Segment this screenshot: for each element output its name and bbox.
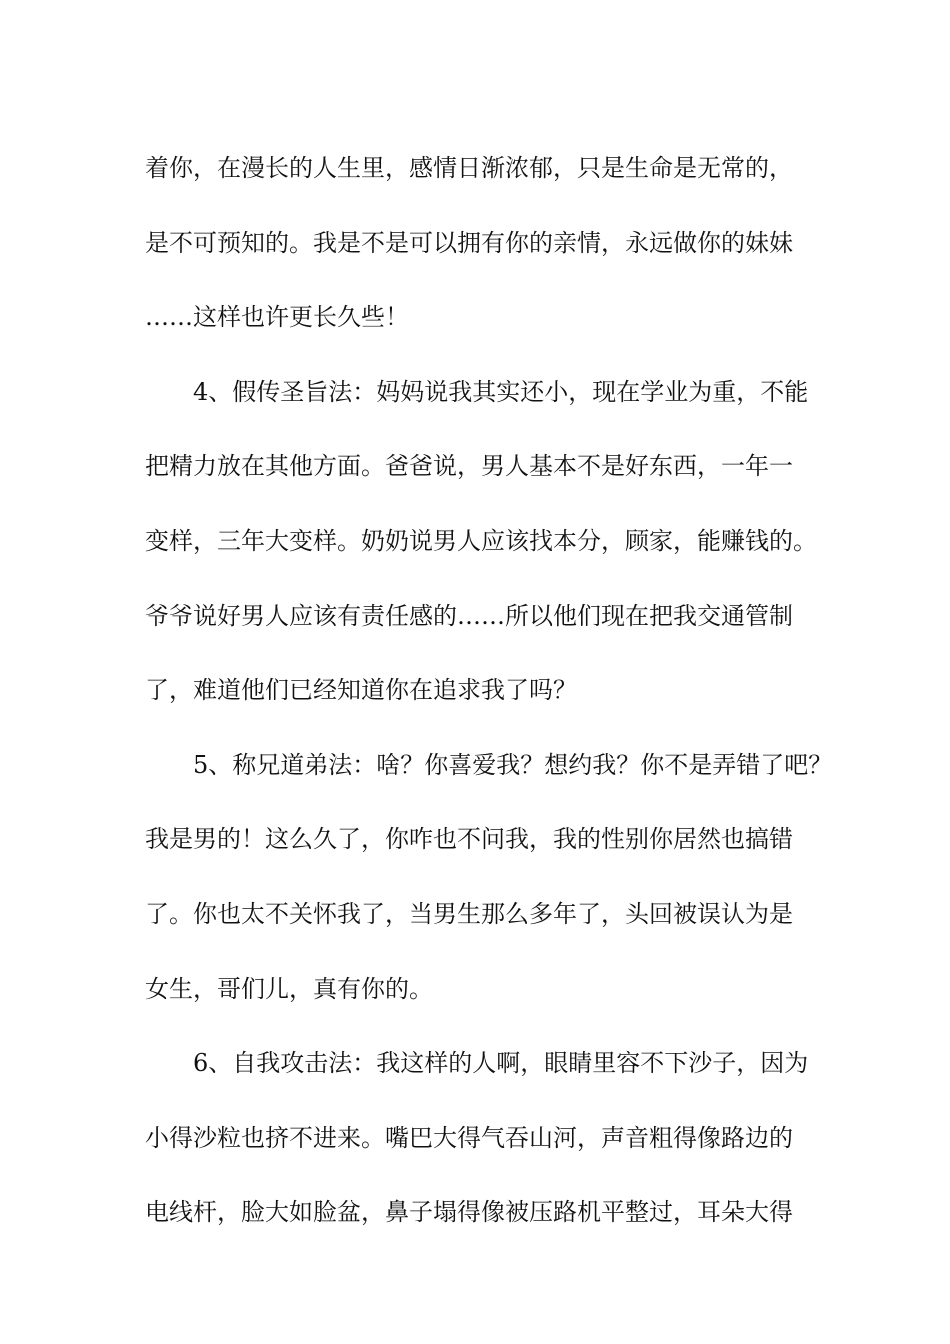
text-line: 把精力放在其他方面。爸爸说，男人基本不是好东西，一年一	[145, 452, 793, 481]
paragraph-6-first-line: 6、自我攻击法：我这样的人啊，眼睛里容不下沙子，因为	[145, 1049, 809, 1078]
text-line: 了。你也太不关怀我了，当男生那么多年了，头回被误认为是	[145, 899, 793, 928]
text-line: 变样，三年大变样。奶奶说男人应该找本分，顾家，能赚钱的。	[145, 526, 817, 555]
body-text	[145, 131, 833, 1250]
text-line: 电线杆，脸大如脸盆，鼻子塌得像被压路机平整过，耳朵大得	[145, 1198, 793, 1227]
paragraph-4-first-line: 4、假传圣旨法：妈妈说我其实还小，现在学业为重，不能	[145, 377, 809, 406]
text-line: 女生，哥们儿，真有你的。	[145, 974, 433, 1003]
text-line: 爷爷说好男人应该有责任感的……所以他们现在把我交通管制	[145, 601, 793, 630]
paragraph-5-first-line: 5、称兄道弟法：啥？你喜爱我？想约我？你不是弄错了吧？	[145, 750, 833, 779]
text-line: 我是男的！这么久了，你咋也不问我，我的性别你居然也搞错	[145, 825, 793, 854]
text-line: ……这样也许更长久些！	[145, 303, 409, 332]
text-line: 了，难道他们已经知道你在追求我了吗？	[145, 676, 577, 705]
text-line: 是不可预知的。我是不是可以拥有你的亲情，永远做你的妹妹	[145, 228, 793, 257]
text-line: 小得沙粒也挤不进来。嘴巴大得气吞山河，声音粗得像路边的	[145, 1123, 793, 1152]
text-line: 着你，在漫长的人生里，感情日渐浓郁，只是生命是无常的，	[145, 154, 793, 182]
